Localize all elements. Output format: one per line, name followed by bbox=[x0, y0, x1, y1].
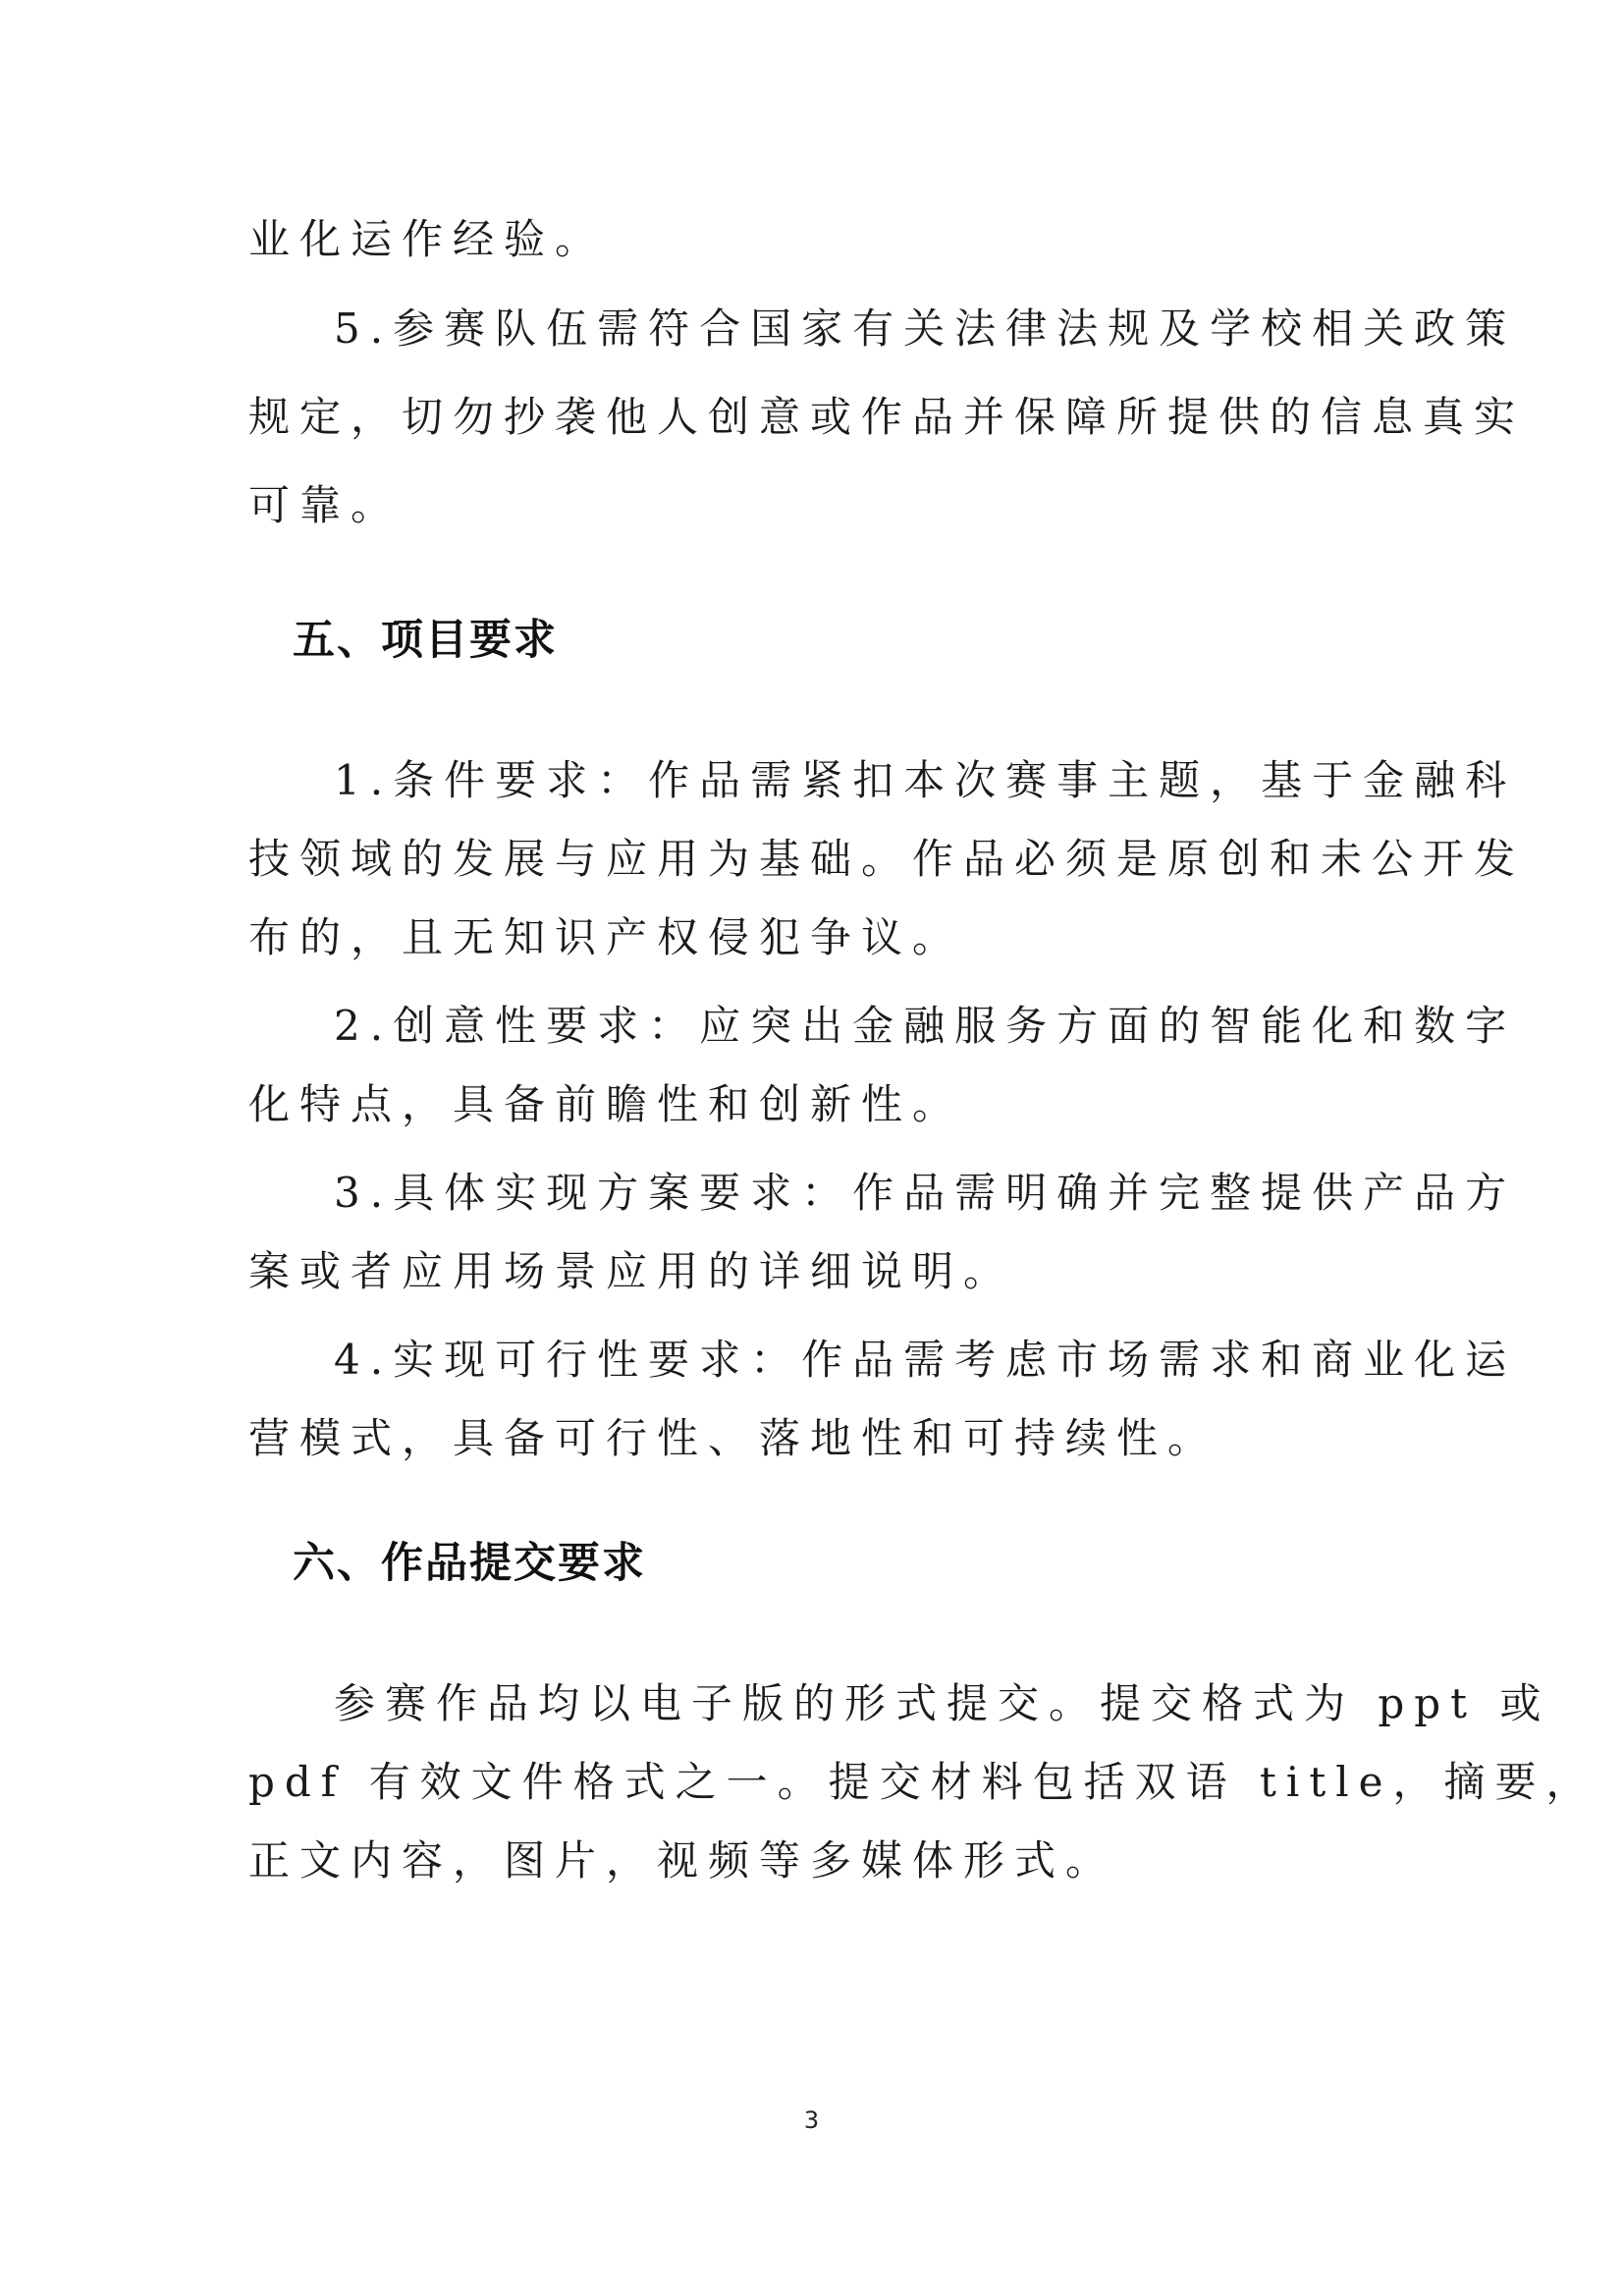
section5-item1-line-1: 1.条件要求：作品需紧扣本次赛事主题，基于金融科 bbox=[334, 756, 1517, 804]
item5-line-2: 规定，切勿抄袭他人创意或作品并保障所提供的信息真实 bbox=[248, 393, 1526, 441]
section5-item1-line-2: 技领域的发展与应用为基础。作品必须是原创和未公开发 bbox=[248, 835, 1526, 883]
item5-line-1: 5.参赛队伍需符合国家有关法律法规及学校相关政策 bbox=[334, 304, 1517, 353]
section6-para-line-2: pdf 有效文件格式之一。提交材料包括双语 title，摘要， bbox=[248, 1758, 1597, 1806]
section5-item2-line-2: 化特点，具备前瞻性和创新性。 bbox=[248, 1080, 964, 1128]
item5-line-3: 可靠。 bbox=[248, 481, 403, 529]
section5-item1-line-3: 布的，且无知识产权侵犯争议。 bbox=[248, 913, 964, 961]
section5-item4-line-2: 营模式，具备可行性、落地性和可持续性。 bbox=[248, 1414, 1219, 1462]
section5-item3-line-1: 3.具体实现方案要求：作品需明确并完整提供产品方 bbox=[334, 1169, 1517, 1217]
intro-line-1: 业化运作经验。 bbox=[248, 215, 607, 263]
section6-para-line-1: 参赛作品均以电子版的形式提交。提交格式为 ppt 或 bbox=[334, 1679, 1551, 1727]
section6-para-line-3: 正文内容，图片，视频等多媒体形式。 bbox=[248, 1836, 1117, 1885]
section-5-heading: 五、项目要求 bbox=[293, 616, 558, 665]
section5-item4-line-1: 4.实现可行性要求：作品需考虑市场需求和商业化运 bbox=[334, 1336, 1517, 1384]
section5-item2-line-1: 2.创意性要求：应突出金融服务方面的智能化和数字 bbox=[334, 1002, 1517, 1050]
section5-item3-line-2: 案或者应用场景应用的详细说明。 bbox=[248, 1247, 1015, 1295]
section-6-heading: 六、作品提交要求 bbox=[293, 1539, 646, 1588]
page-number: 3 bbox=[803, 2106, 820, 2134]
